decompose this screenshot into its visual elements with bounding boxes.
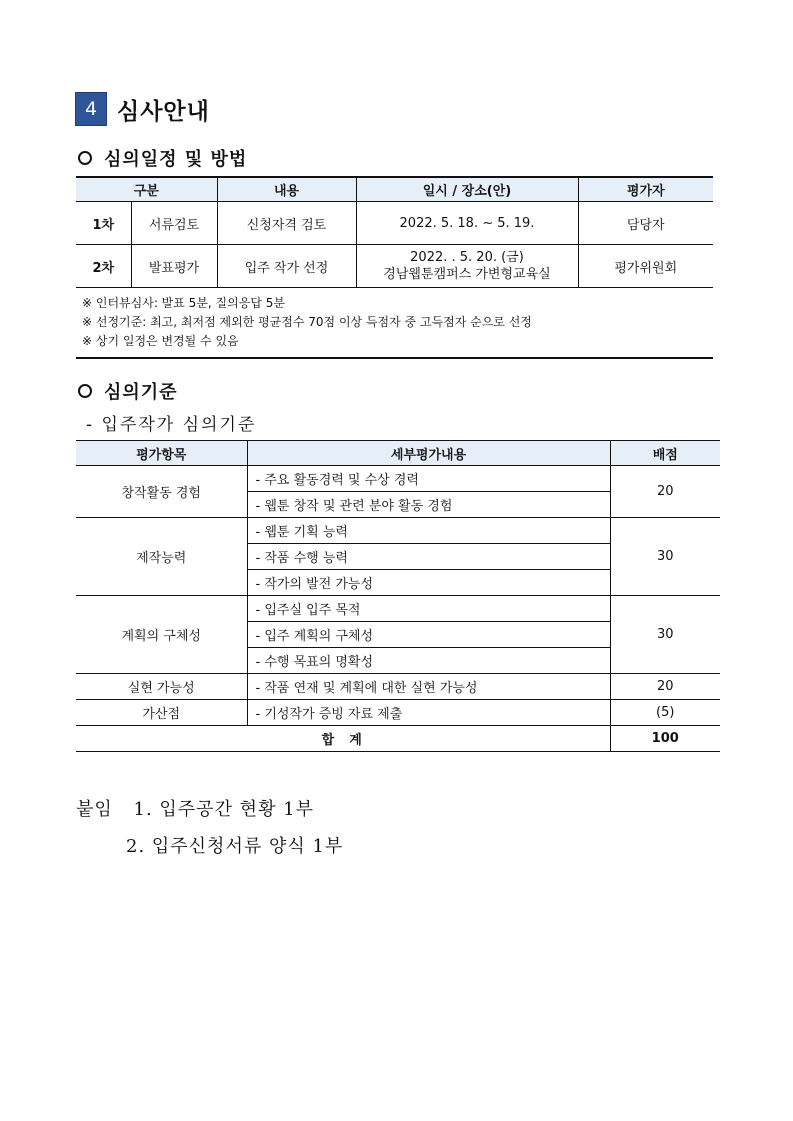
note-line: ※ 상기 일정은 변경될 수 있음 bbox=[82, 334, 239, 348]
notes-cell bbox=[76, 288, 713, 359]
detail-cell: - 주요 활동경력 및 수상 경력 bbox=[247, 466, 610, 492]
item-cell: 실현 가능성 bbox=[76, 674, 247, 700]
section-title: 심사안내 bbox=[117, 98, 210, 125]
attachment-line-2 bbox=[126, 832, 343, 858]
schedule-heading-text: 심의일정 및 방법 bbox=[104, 149, 248, 170]
type-cell: 서류검토 bbox=[131, 202, 217, 245]
criteria-table bbox=[76, 440, 720, 752]
table-row bbox=[76, 518, 720, 544]
header-cell: 구분 bbox=[76, 177, 217, 202]
detail-cell: - 입주 계획의 구체성 bbox=[247, 622, 610, 648]
note-line: ※ 선정기준: 최고, 최저점 제외한 평균점수 70점 이상 득점자 중 고득점자 순으로 선정 bbox=[82, 315, 532, 329]
stage-cell: 1차 bbox=[76, 202, 131, 245]
table-row bbox=[76, 466, 720, 492]
evaluator-cell: 담당자 bbox=[578, 202, 713, 245]
criteria-header-row bbox=[76, 441, 720, 466]
datetime-cell bbox=[356, 245, 578, 288]
header-cell: 세부평가내용 bbox=[247, 441, 610, 466]
header-cell: 평가자 bbox=[578, 177, 713, 202]
table-row bbox=[76, 674, 720, 700]
place-text: 경남웹툰캠퍼스 가변형교육실 bbox=[383, 267, 551, 282]
total-score: 100 bbox=[610, 726, 720, 752]
attachment-label: 붙임 bbox=[76, 799, 113, 820]
datetime-cell: 2022. 5. 18. ~ 5. 19. bbox=[356, 202, 578, 245]
circle-bullet-icon bbox=[78, 384, 92, 398]
table-row bbox=[76, 596, 720, 622]
score-cell: 20 bbox=[610, 674, 720, 700]
table-row bbox=[76, 202, 713, 245]
note-line: ※ 인터뷰심사: 발표 5분, 질의응답 5분 bbox=[82, 296, 285, 310]
detail-cell: - 입주실 입주 목적 bbox=[247, 596, 610, 622]
detail-cell: - 웹툰 기획 능력 bbox=[247, 518, 610, 544]
detail-cell: - 작품 연재 및 계획에 대한 실현 가능성 bbox=[247, 674, 610, 700]
header-cell: 배점 bbox=[610, 441, 720, 466]
detail-cell: - 기성작가 증빙 자료 제출 bbox=[247, 700, 610, 726]
stage-cell: 2차 bbox=[76, 245, 131, 288]
header-cell: 일시 / 장소(안) bbox=[356, 177, 578, 202]
total-label: 합 계 bbox=[76, 726, 610, 752]
attachment-line-1 bbox=[76, 795, 314, 821]
schedule-heading bbox=[78, 145, 247, 171]
section-header bbox=[75, 92, 210, 126]
score-cell: 20 bbox=[610, 466, 720, 518]
score-cell: 30 bbox=[610, 518, 720, 596]
table-row bbox=[76, 700, 720, 726]
item-cell: 가산점 bbox=[76, 700, 247, 726]
attachment-item: 1. 입주공간 현황 1부 bbox=[133, 799, 315, 820]
circle-bullet-icon bbox=[78, 151, 92, 165]
criteria-heading bbox=[78, 378, 178, 404]
item-cell: 제작능력 bbox=[76, 518, 247, 596]
notes-row bbox=[76, 288, 713, 359]
detail-cell: - 작품 수행 능력 bbox=[247, 544, 610, 570]
header-cell: 평가항목 bbox=[76, 441, 247, 466]
criteria-subheading: - 입주작가 심의기준 bbox=[86, 415, 257, 435]
content-cell: 신청자격 검토 bbox=[217, 202, 356, 245]
criteria-heading-text: 심의기준 bbox=[104, 382, 178, 403]
total-row bbox=[76, 726, 720, 752]
header-cell: 내용 bbox=[217, 177, 356, 202]
score-cell: 30 bbox=[610, 596, 720, 674]
schedule-header-row bbox=[76, 177, 713, 202]
item-cell: 계획의 구체성 bbox=[76, 596, 247, 674]
detail-cell: - 작가의 발전 가능성 bbox=[247, 570, 610, 596]
content-cell: 입주 작가 선정 bbox=[217, 245, 356, 288]
type-cell: 발표평가 bbox=[131, 245, 217, 288]
detail-cell: - 수행 목표의 명확성 bbox=[247, 648, 610, 674]
attachment-item: 2. 입주신청서류 양식 1부 bbox=[126, 836, 344, 857]
table-row bbox=[76, 245, 713, 288]
score-cell: (5) bbox=[610, 700, 720, 726]
evaluator-cell: 평가위원회 bbox=[578, 245, 713, 288]
section-number: 4 bbox=[75, 92, 107, 126]
schedule-table bbox=[76, 176, 713, 359]
date-text: 2022. . 5. 20. (금) bbox=[410, 250, 524, 265]
item-cell: 창작활동 경험 bbox=[76, 466, 247, 518]
detail-cell: - 웹툰 창작 및 관련 분야 활동 경험 bbox=[247, 492, 610, 518]
